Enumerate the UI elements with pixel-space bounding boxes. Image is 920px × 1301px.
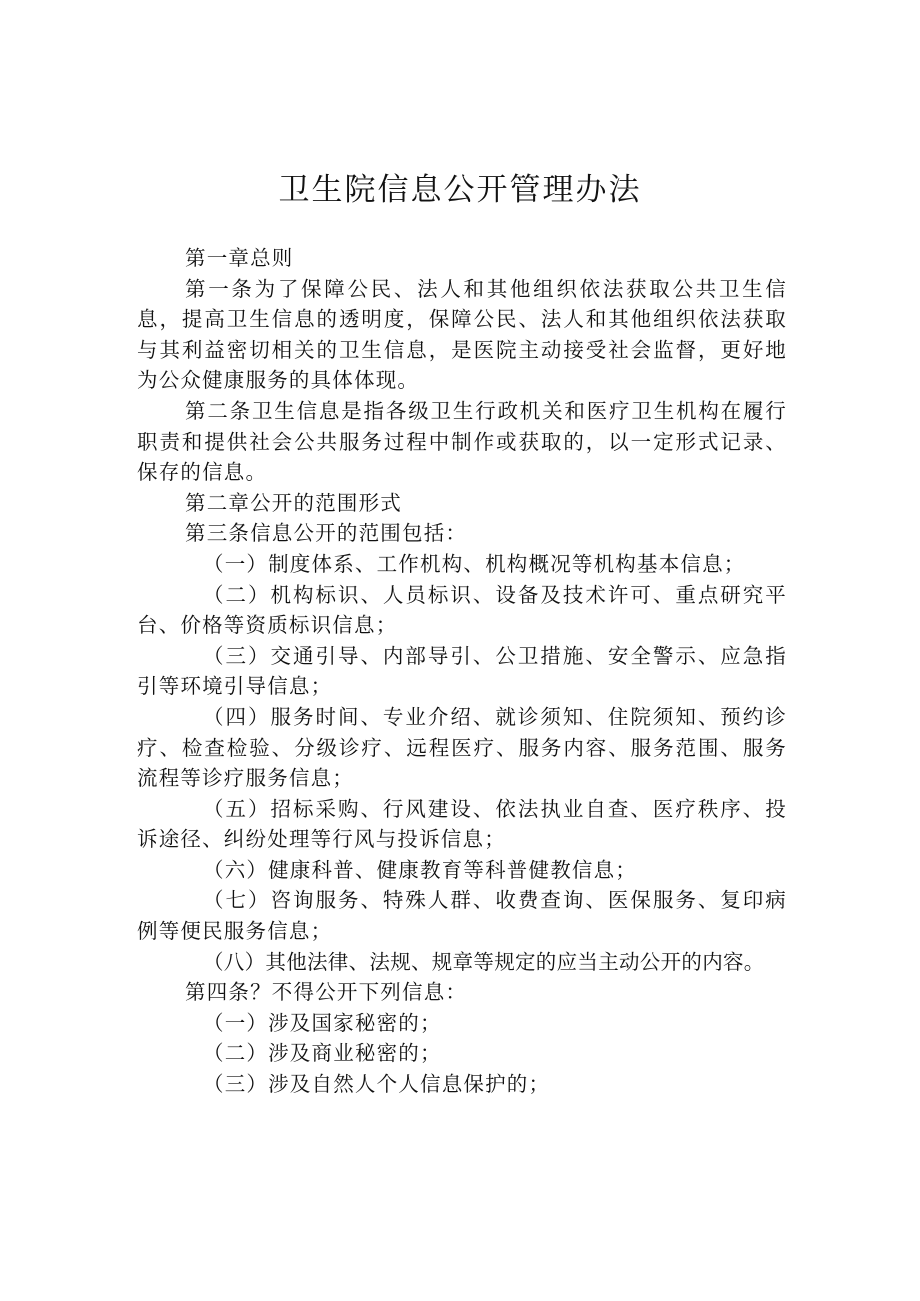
article-paragraph: 第四条？不得公开下列信息： [185, 980, 468, 1005]
list-item: （二）机构标识、人员标识、设备及技术许可、重点研究平台、价格等资质标识信息； [137, 582, 787, 638]
article-paragraph: 第二条卫生信息是指各级卫生行政机关和医疗卫生机构在履行职责和提供社会公共服务过程中制作或获取的，以一定形式记录、保存的信息。 [137, 398, 787, 485]
article-paragraph: 第三条信息公开的范围包括： [185, 521, 468, 546]
document-title: 卫生院信息公开管理办法 [278, 172, 642, 208]
list-item: （二）涉及商业秘密的； [203, 1041, 442, 1066]
list-item: （一）涉及国家秘密的； [203, 1010, 442, 1035]
list-item: （三）涉及自然人个人信息保护的； [203, 1072, 551, 1097]
list-item: （七）咨询服务、特殊人群、收费查询、医保服务、复印病例等便民服务信息； [137, 888, 787, 944]
list-item: （四）服务时间、专业介绍、就诊须知、住院须知、预约诊疗、检查检验、分级诊疗、远程医疗、服务内容、服务范围、服务流程等诊疗服务信息； [137, 704, 787, 791]
list-item: （一）制度体系、工作机构、机构概况等机构基本信息； [203, 551, 746, 576]
list-item: （五）招标采购、行风建设、依法执业自查、医疗秩序、投诉途径、纠纷处理等行风与投诉信息； [137, 796, 787, 852]
chapter-heading: 第一章总则 [185, 246, 294, 270]
article-paragraph: 第一条为了保障公民、法人和其他组织依法获取公共卫生信息，提高卫生信息的透明度，保障公民、法人和其他组织依法获取与其利益密切相关的卫生信息，是医院主动接受社会监督，更好地为公众健康服务的具体体现。 [137, 276, 787, 393]
list-item: （六）健康科普、健康教育等科普健教信息； [203, 857, 637, 882]
list-item: （八）其他法律、法规、规章等规定的应当主动公开的内容。 [203, 949, 765, 974]
list-item: （三）交通引导、内部导引、公卫措施、安全警示、应急指引等环境引导信息； [137, 643, 787, 699]
document-body [137, 243, 787, 1100]
chapter-heading: 第二章公开的范围形式 [185, 490, 402, 515]
